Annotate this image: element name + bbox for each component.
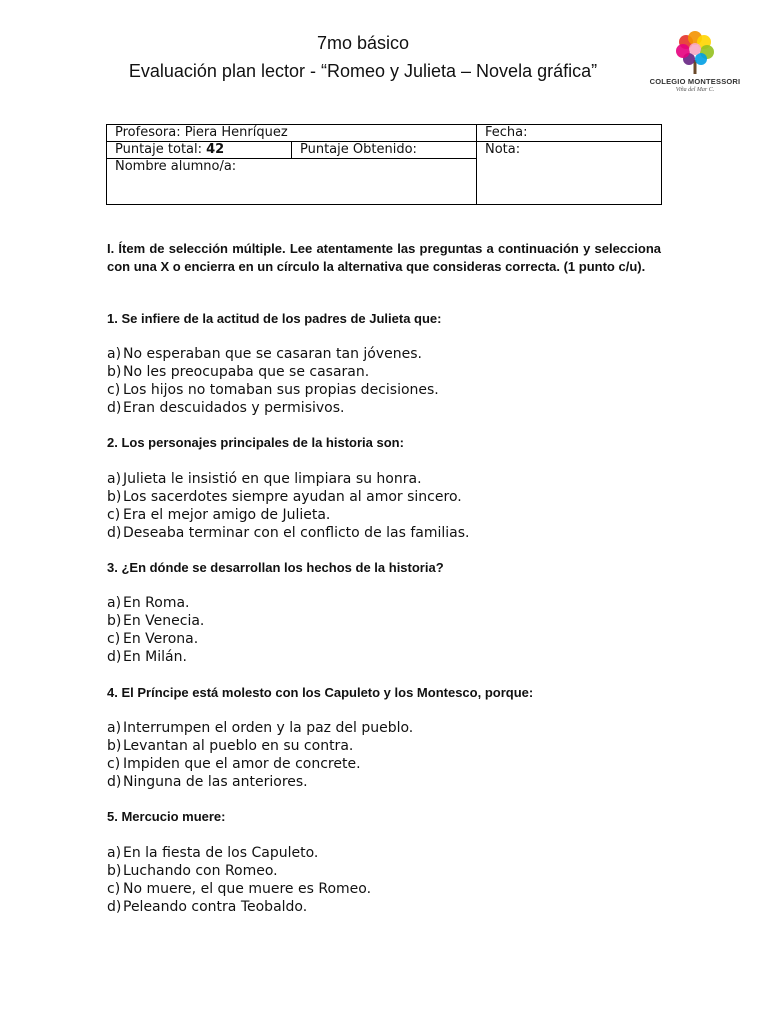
option-1c[interactable]: c) Los hijos no tomaban sus propias decisiones.: [107, 382, 439, 398]
teacher-cell: [107, 125, 477, 142]
option-2b[interactable]: b) Los sacerdotes siempre ayudan al amor sincero.: [107, 489, 462, 505]
teacher-label: Profesora: Piera Henríquez: [115, 125, 288, 140]
student-info-table: [106, 124, 662, 205]
obtained-score-label: Puntaje Obtenido:: [300, 142, 417, 157]
option-2c[interactable]: c) Era el mejor amigo de Julieta.: [107, 507, 331, 523]
date-label: Fecha:: [485, 125, 528, 140]
total-score-label: Puntaje total:: [115, 142, 207, 157]
option-2d[interactable]: d) Deseaba terminar con el conflicto de las familias.: [107, 525, 470, 541]
grade-label: Nota:: [485, 142, 521, 157]
question-2: 2. Los personajes principales de la historia son:: [107, 435, 404, 450]
question-3-options: [107, 594, 204, 666]
question-5: 5. Mercucio muere:: [107, 809, 226, 824]
question-5-options: [107, 844, 371, 916]
date-cell: [477, 125, 662, 142]
option-3c[interactable]: c) En Verona.: [107, 631, 199, 647]
question-4-options: [107, 719, 413, 791]
option-3d[interactable]: d) En Milán.: [107, 649, 187, 665]
question-2-options: [107, 470, 469, 542]
document-title: Evaluación plan lector - “Romeo y Julieta – Novela gráfica”: [128, 61, 598, 81]
school-location: Viña del Mar C.: [675, 87, 715, 93]
tree-logo-icon: [674, 30, 716, 76]
option-1b[interactable]: b) No les preocupaba que se casaran.: [107, 364, 370, 380]
option-4d[interactable]: d) Ninguna de las anteriores.: [107, 774, 308, 790]
option-4b[interactable]: b) Levantan al pueblo en su contra.: [107, 738, 354, 754]
total-score-cell: [107, 142, 292, 159]
question-3: 3. ¿En dónde se desarrollan los hechos de la historia?: [107, 560, 444, 575]
school-name: COLEGIO MONTESSORI: [649, 77, 741, 86]
student-name-cell: [107, 159, 477, 205]
obtained-score-cell: [292, 142, 477, 159]
option-1d[interactable]: d) Eran descuidados y permisivos.: [107, 400, 345, 416]
student-name-label: Nombre alumno/a:: [115, 159, 237, 174]
option-3a[interactable]: a) En Roma.: [107, 595, 190, 611]
document-header: [0, 30, 726, 84]
instructions: I. Ítem de selección múltiple. Lee atentamente las preguntas a continuación y selecciona con una X o encierra en un círculo la alternativa que consideras correcta. (1 punto c/u).: [107, 241, 661, 274]
grade-level: 7mo básico: [316, 33, 410, 53]
option-1a[interactable]: a) No esperaban que se casaran tan jóvenes.: [107, 346, 422, 362]
question-1-options: [107, 345, 439, 417]
option-5b[interactable]: b) Luchando con Romeo.: [107, 863, 278, 879]
option-3b[interactable]: b) En Venecia.: [107, 613, 205, 629]
option-4a[interactable]: a) Interrumpen el orden y la paz del pueblo.: [107, 720, 414, 736]
question-4: 4. El Príncipe está molesto con los Capuleto y los Montesco, porque:: [107, 685, 534, 700]
school-logo: [640, 30, 750, 100]
question-1: 1. Se infiere de la actitud de los padres de Julieta que:: [107, 311, 442, 326]
option-5d[interactable]: d) Peleando contra Teobaldo.: [107, 899, 308, 915]
total-score-value: 42: [206, 142, 225, 157]
option-4c[interactable]: c) Impiden que el amor de concrete.: [107, 756, 361, 772]
option-5a[interactable]: a) En la fiesta de los Capuleto.: [107, 845, 319, 861]
option-5c[interactable]: c) No muere, el que muere es Romeo.: [107, 881, 372, 897]
option-2a[interactable]: a) Julieta le insistió en que limpiara su honra.: [107, 471, 422, 487]
grade-cell: [477, 142, 662, 205]
